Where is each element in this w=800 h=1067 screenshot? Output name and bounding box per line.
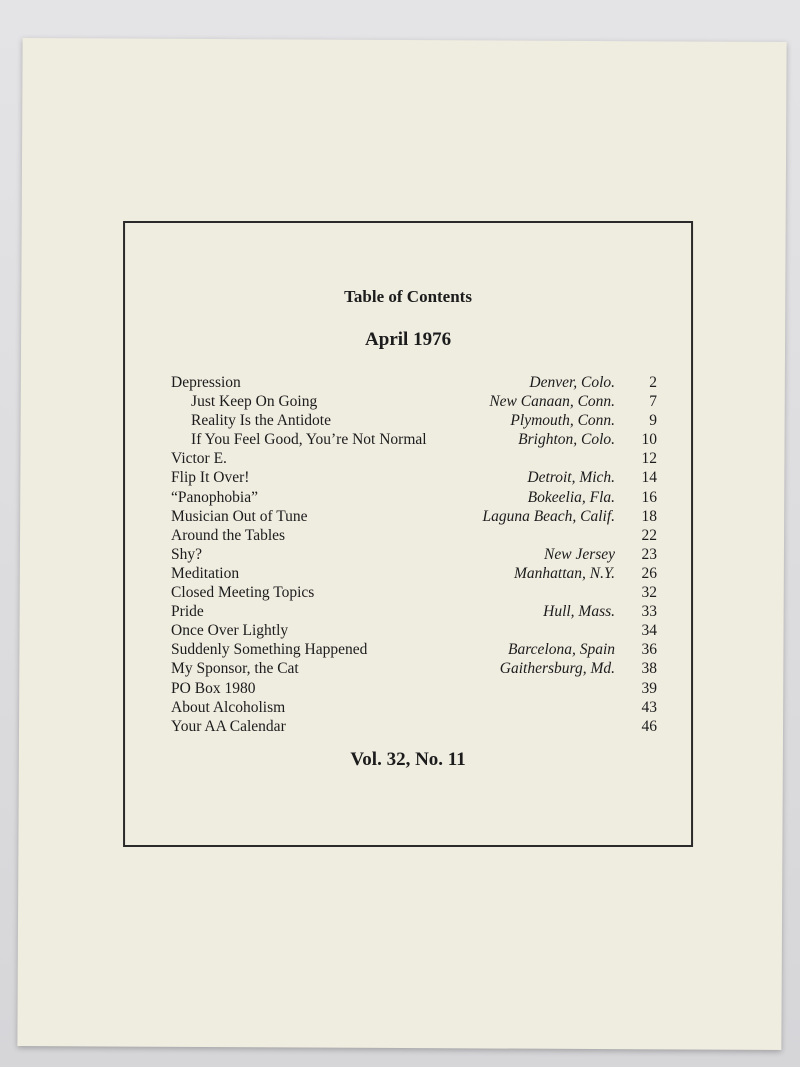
issue-date: April 1976 bbox=[365, 329, 452, 351]
entry-title: If You Feel Good, You’re Not Normal bbox=[191, 431, 427, 449]
entry-location: Denver, Colo. bbox=[529, 374, 616, 392]
toc-entry bbox=[171, 621, 657, 640]
entry-page: 43 bbox=[641, 698, 658, 716]
entry-page: 34 bbox=[641, 622, 658, 640]
toc-entry bbox=[171, 564, 657, 583]
entry-title: Closed Meeting Topics bbox=[171, 584, 315, 602]
entry-title: Depression bbox=[171, 374, 241, 392]
entry-page: 14 bbox=[641, 469, 658, 487]
entry-page: 38 bbox=[641, 660, 658, 678]
toc-entry bbox=[171, 469, 657, 488]
entry-title: Shy? bbox=[171, 545, 203, 563]
entry-page: 22 bbox=[641, 526, 658, 544]
entry-page: 33 bbox=[641, 603, 658, 621]
entry-page: 39 bbox=[641, 679, 658, 697]
entry-location: Laguna Beach, Calif. bbox=[482, 507, 616, 525]
toc-entry bbox=[171, 679, 657, 698]
entry-location: Detroit, Mich. bbox=[527, 469, 616, 487]
magazine-page bbox=[17, 38, 786, 1050]
entry-page: 12 bbox=[641, 450, 658, 468]
entry-location: Bokeelia, Fla. bbox=[527, 488, 616, 506]
toc-entry bbox=[171, 545, 657, 564]
entry-title: Flip It Over! bbox=[171, 469, 250, 487]
toc-entry bbox=[171, 411, 657, 430]
entry-page: 10 bbox=[641, 431, 658, 449]
toc-entry bbox=[171, 373, 657, 392]
entry-title: About Alcoholism bbox=[171, 698, 286, 716]
toc-list bbox=[171, 373, 657, 736]
toc-entry bbox=[171, 659, 657, 678]
volume-number: Vol. 32, No. 11 bbox=[350, 749, 466, 771]
entry-page: 7 bbox=[649, 393, 658, 411]
entry-title: Suddenly Something Happened bbox=[171, 641, 368, 659]
entry-title: “Panophobia” bbox=[171, 488, 259, 506]
toc-frame bbox=[123, 221, 693, 847]
entry-location: New Jersey bbox=[544, 545, 616, 563]
toc-title: Table of Contents bbox=[344, 287, 472, 307]
toc-entry bbox=[171, 392, 657, 411]
toc-entry bbox=[171, 488, 657, 507]
toc-entry bbox=[171, 583, 657, 602]
entry-title: PO Box 1980 bbox=[171, 679, 256, 697]
toc-entry bbox=[171, 526, 657, 545]
toc-entry bbox=[171, 717, 657, 736]
entry-location: Gaithersburg, Md. bbox=[499, 660, 616, 678]
entry-page: 18 bbox=[641, 507, 658, 525]
entry-page: 16 bbox=[641, 488, 658, 506]
entry-page: 32 bbox=[641, 584, 658, 602]
entry-title: Reality Is the Antidote bbox=[191, 412, 331, 430]
entry-location: Plymouth, Conn. bbox=[510, 412, 616, 430]
entry-title: Once Over Lightly bbox=[171, 622, 289, 640]
entry-location: New Canaan, Conn. bbox=[489, 393, 616, 411]
entry-page: 2 bbox=[649, 374, 658, 392]
entry-location: Manhattan, N.Y. bbox=[513, 564, 616, 582]
toc-entry bbox=[171, 698, 657, 717]
entry-location: Brighton, Colo. bbox=[518, 431, 616, 449]
entry-page: 9 bbox=[649, 412, 658, 430]
entry-page: 36 bbox=[641, 641, 658, 659]
toc-entry bbox=[171, 430, 657, 449]
entry-title: Around the Tables bbox=[171, 526, 286, 544]
toc-entry bbox=[171, 449, 657, 468]
entry-title: Your AA Calendar bbox=[171, 717, 286, 735]
entry-location: Barcelona, Spain bbox=[508, 641, 616, 659]
toc-entry bbox=[171, 602, 657, 621]
entry-page: 46 bbox=[641, 717, 658, 735]
toc-entry bbox=[171, 507, 657, 526]
entry-page: 26 bbox=[641, 564, 658, 582]
entry-title: Musician Out of Tune bbox=[171, 507, 308, 525]
entry-location: Hull, Mass. bbox=[543, 603, 616, 621]
entry-title: Pride bbox=[171, 603, 204, 621]
entry-title: My Sponsor, the Cat bbox=[171, 660, 299, 678]
entry-title: Just Keep On Going bbox=[191, 393, 318, 411]
toc-entry bbox=[171, 640, 657, 659]
entry-page: 23 bbox=[641, 545, 658, 563]
entry-title: Victor E. bbox=[171, 450, 227, 468]
entry-title: Meditation bbox=[171, 564, 240, 582]
